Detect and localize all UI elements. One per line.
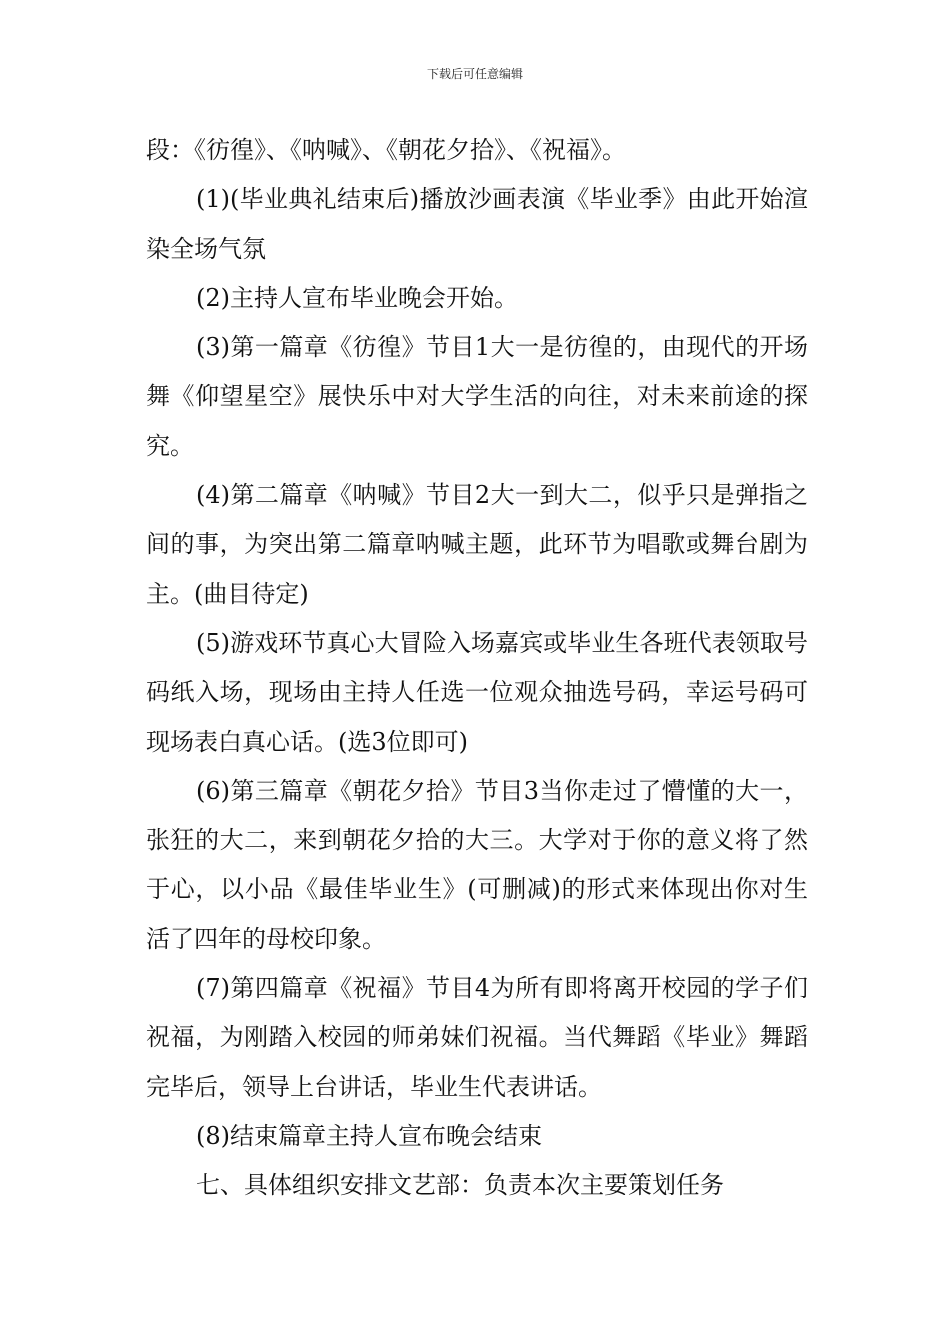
paragraph-continuation: 段：《彷徨》、《呐喊》、《朝花夕拾》、《祝福》。 <box>146 136 626 164</box>
paragraph-item-8: (8)结束篇章主持人宣布晚会结束 <box>196 1121 542 1150</box>
paragraph-item-2: (2)主持人宣布毕业晚会开始。 <box>196 283 518 312</box>
document-body <box>146 126 808 1211</box>
section-heading-seven: 七、具体组织安排文艺部：负责本次主要策划任务 <box>196 1171 724 1200</box>
paragraph-item-6: (6)第三篇章《朝花夕拾》节目3当你走过了懵懂的大一，张狂的大二，来到朝花夕拾的大三。大学对于你的意义将了然于心，以小品《最佳毕业生》(可删减)的形式来体现出你对生活了四年的母校印象。 <box>146 776 808 953</box>
paragraph-item-3: (3)第一篇章《彷徨》节目1大一是彷徨的，由现代的开场舞《仰望星空》展快乐中对大学生活的向往，对未来前途的探究。 <box>146 333 808 460</box>
page-header-note: 下载后可任意编辑 <box>426 67 523 81</box>
paragraph-item-4: (4)第二篇章《呐喊》节目2大一到大二，似乎只是弹指之间的事，为突出第二篇章呐喊主题，此环节为唱歌或舞台剧为主。(曲目待定) <box>146 481 808 608</box>
paragraph-item-7: (7)第四篇章《祝福》节目4为所有即将离开校园的学子们祝福，为刚踏入校园的师弟妹们祝福。当代舞蹈《毕业》舞蹈完毕后，领导上台讲话，毕业生代表讲话。 <box>146 974 808 1101</box>
paragraph-item-1: (1)(毕业典礼结束后)播放沙画表演《毕业季》由此开始渲染全场气氛 <box>146 185 808 263</box>
paragraph-item-5: (5)游戏环节真心大冒险入场嘉宾或毕业生各班代表领取号码纸入场，现场由主持人任选一位观众抽选号码，幸运号码可现场表白真心话。(选3位即可) <box>146 628 808 756</box>
